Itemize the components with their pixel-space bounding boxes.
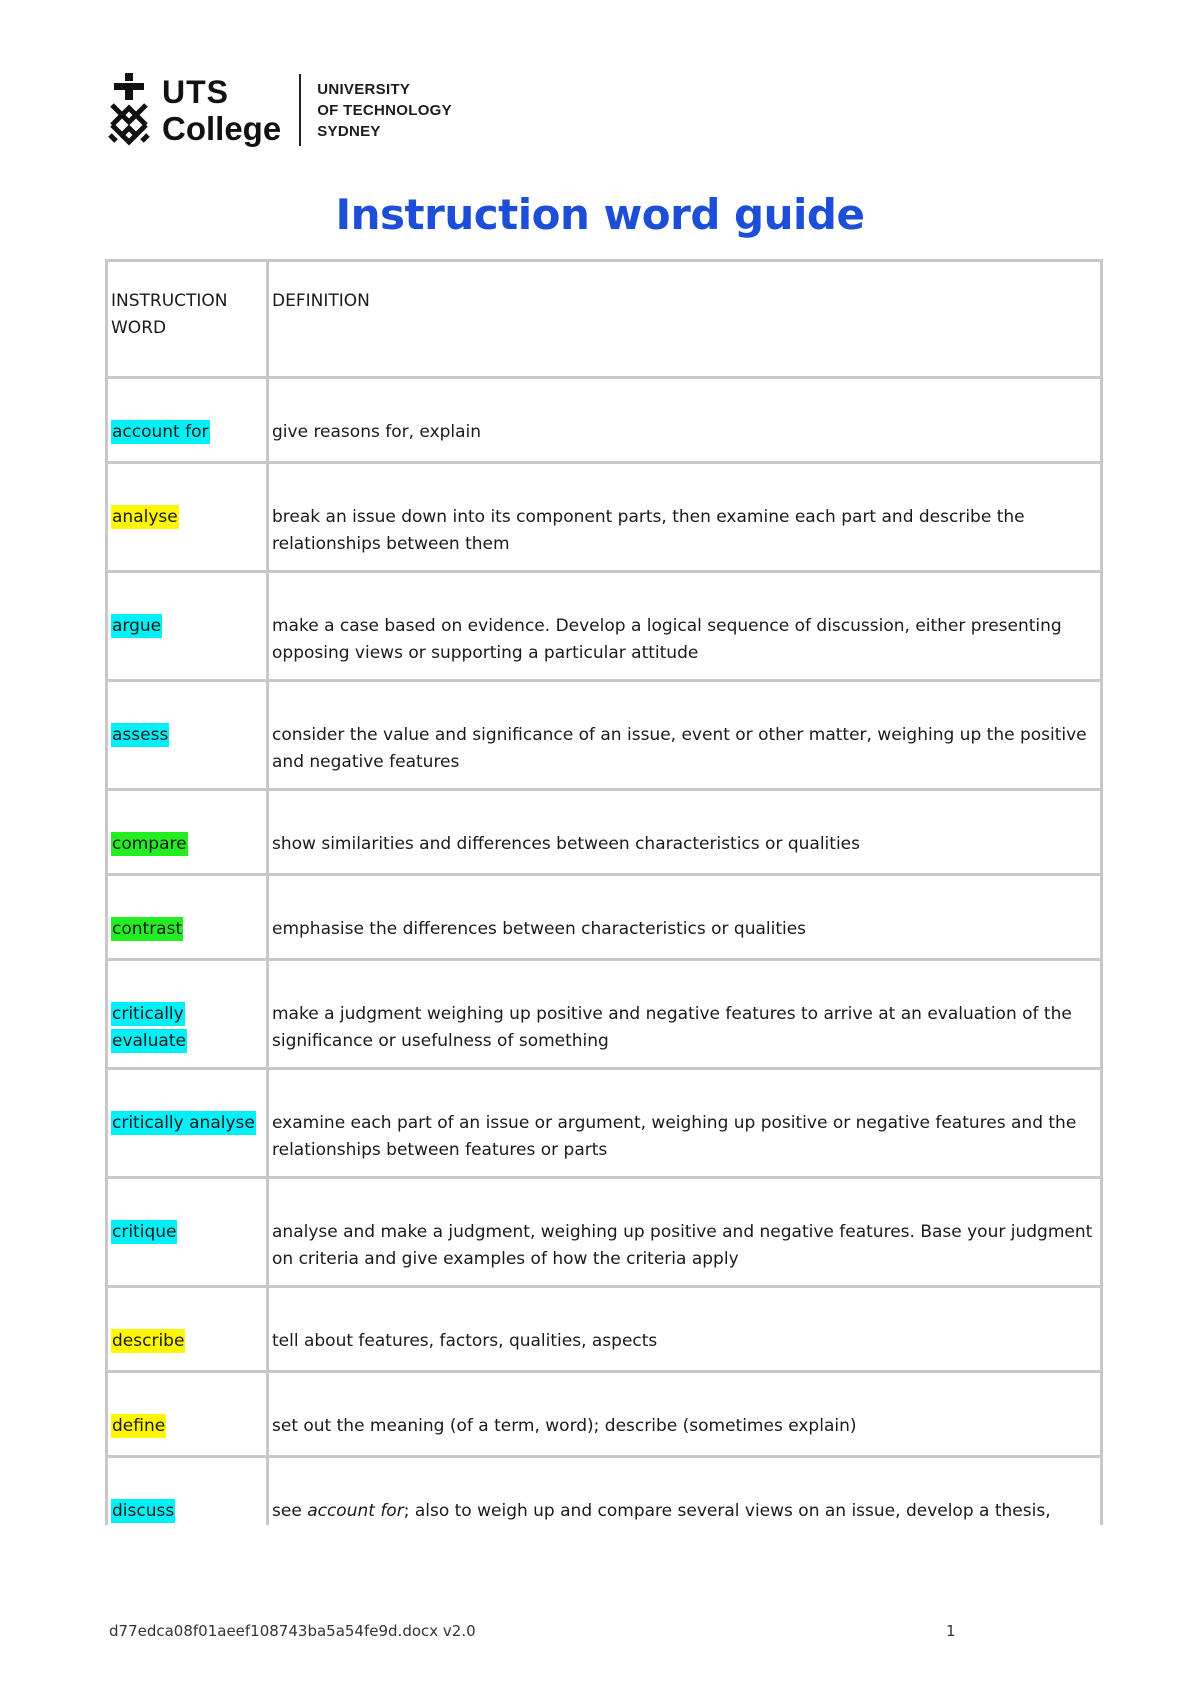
instruction-word: argue [112, 616, 162, 636]
definition-cell: show similarities and differences between characteristics or qualities [268, 790, 1102, 875]
instruction-word-cell [107, 1069, 268, 1178]
definition-cell: break an issue down into its component parts, then examine each part and describe the relationships between them [268, 463, 1102, 572]
definition-cell: make a judgment weighing up positive and negative features to arrive at an evaluation of the significance or usefulness of something [268, 960, 1102, 1069]
uts-college-logo [108, 70, 452, 150]
instruction-word: contrast [112, 919, 183, 939]
header-instruction-word: INSTRUCTION WORD [107, 261, 268, 378]
table-row [107, 572, 1102, 681]
definition-cell: tell about features, factors, qualities, aspects [268, 1287, 1102, 1372]
instruction-word: describe [112, 1331, 185, 1351]
instruction-word-cell [107, 378, 268, 463]
table-row [107, 960, 1102, 1069]
definition-text: see [272, 1501, 308, 1521]
definition-cell: set out the meaning (of a term, word); describe (sometimes explain) [268, 1372, 1102, 1457]
logo-wordmark [162, 73, 282, 147]
instruction-word: critically evaluate [112, 1004, 186, 1051]
instruction-word-cell [107, 960, 268, 1069]
definition-cell: make a case based on evidence. Develop a logical sequence of discussion, either presenting opposing views or supporting a particular attitude [268, 572, 1102, 681]
instruction-word-cell [107, 790, 268, 875]
table-row [107, 1457, 1102, 1526]
logo-divider [299, 74, 301, 146]
definition-text: ; also to weigh up and compare several views on an issue, develop a thesis, [403, 1501, 1051, 1521]
table-row [107, 463, 1102, 572]
definition-cell [268, 1457, 1102, 1526]
instruction-word-cell [107, 463, 268, 572]
university-name [317, 79, 452, 142]
instruction-word-cell [107, 875, 268, 960]
uts-crest-icon [108, 73, 150, 147]
definition-cell: analyse and make a judgment, weighing up positive and negative features. Base your judgment on criteria and give examples of how the criteria apply [268, 1178, 1102, 1287]
instruction-word: assess [112, 725, 169, 745]
instruction-word-cell [107, 1287, 268, 1372]
table-row [107, 1178, 1102, 1287]
table-row [107, 875, 1102, 960]
footer-document-id: d77edca08f01aeef108743ba5a54fe9d.docx v2.0 [109, 1622, 476, 1640]
table-row [107, 1372, 1102, 1457]
definition-cell: emphasise the differences between characteristics or qualities [268, 875, 1102, 960]
cross-reference-term: account for [307, 1501, 404, 1521]
instruction-word: discuss [112, 1501, 175, 1521]
university-line: SYDNEY [317, 122, 381, 140]
table-row [107, 1069, 1102, 1178]
footer-page-number: 1 [946, 1622, 956, 1640]
instruction-word: compare [112, 834, 187, 854]
table-row [107, 378, 1102, 463]
instruction-word: critically analyse [112, 1113, 255, 1133]
instruction-word-table [105, 259, 1103, 1525]
instruction-word-cell [107, 1457, 268, 1526]
document-title: Instruction word guide [335, 190, 865, 239]
instruction-word: account for [112, 422, 209, 442]
instruction-word: define [112, 1416, 166, 1436]
instruction-word-cell [107, 1178, 268, 1287]
instruction-word: analyse [112, 507, 178, 527]
header-definition: DEFINITION [268, 261, 1102, 378]
instruction-word: critique [112, 1222, 177, 1242]
university-line: OF TECHNOLOGY [317, 101, 452, 119]
logo-college-text: College [162, 109, 282, 147]
table-header-row [107, 261, 1102, 378]
table-row [107, 1287, 1102, 1372]
definition-cell: give reasons for, explain [268, 378, 1102, 463]
university-line: UNIVERSITY [317, 80, 411, 98]
instruction-word-cell [107, 1372, 268, 1457]
instruction-word-cell [107, 681, 268, 790]
instruction-word-cell [107, 572, 268, 681]
table-row [107, 790, 1102, 875]
definition-cell: examine each part of an issue or argument, weighing up positive or negative features and the relationships between features or parts [268, 1069, 1102, 1178]
table-row [107, 681, 1102, 790]
logo-uts-text: UTS [162, 73, 229, 110]
definition-cell: consider the value and significance of an issue, event or other matter, weighing up the positive and negative features [268, 681, 1102, 790]
